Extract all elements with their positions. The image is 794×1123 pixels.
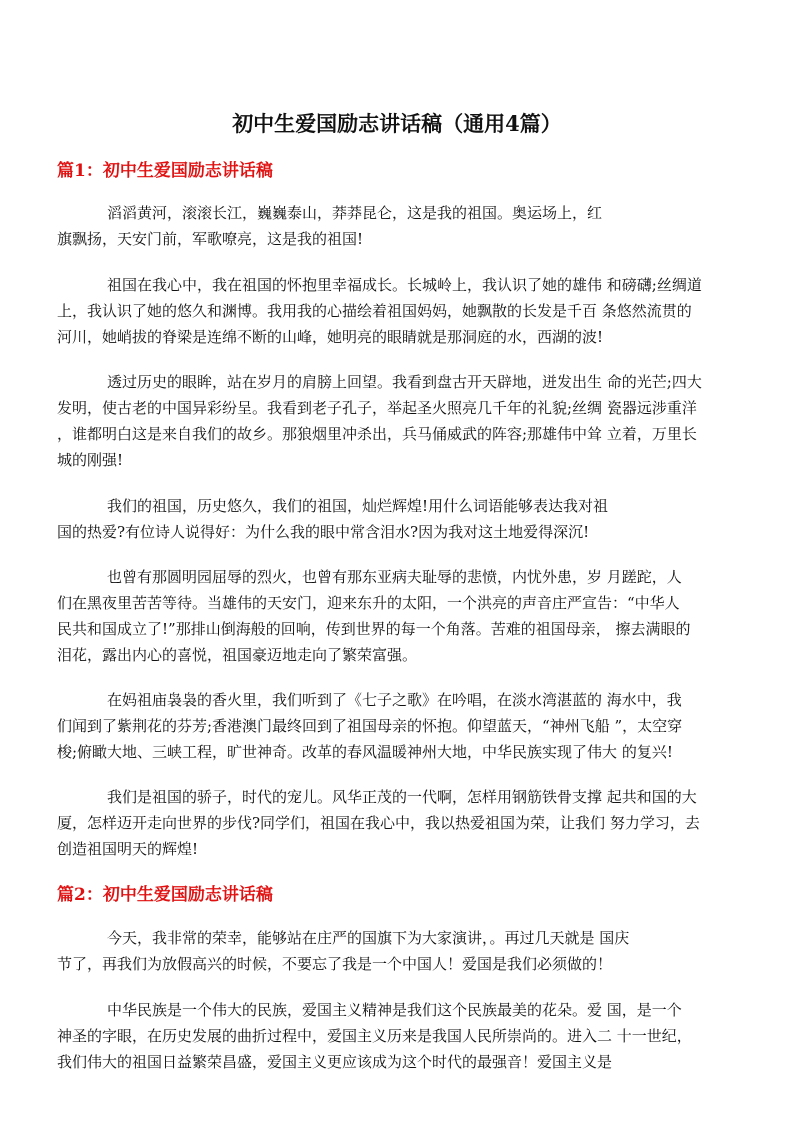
- paragraph-line: 河川，她峭拔的脊梁是连绵不断的山峰，她明亮的眼睛就是那洞庭的水，西湖的波!: [57, 328, 604, 346]
- paragraph-line: 上，我认识了她的悠久和渊博。我用我的心描绘着祖国妈妈，她飘散的长发是千百 条悠然流贯的: [57, 302, 692, 320]
- section-heading: 篇2：初中生爱国励志讲话稿: [57, 885, 273, 905]
- paragraph-line: 梭;俯瞰大地、三峡工程，旷世神奇。改革的春风温暖神州大地，中华民族实现了伟大 的复兴!: [57, 743, 673, 761]
- section-heading: 篇1：初中生爱国励志讲话稿: [57, 161, 273, 181]
- paragraph-line: 泪花，露出内心的喜悦，祖国豪迈地走向了繁荣富强。: [57, 646, 418, 664]
- paragraph: [57, 200, 747, 252]
- paragraph-line: 发明，使古老的中国异彩纷呈。我看到老子孔子，举起圣火照亮几千年的礼貌;丝绸 瓷器远涉重洋: [57, 399, 697, 417]
- paragraph-line: 旗飘扬，天安门前，军歌嘹亮，这是我的祖国!: [57, 230, 364, 248]
- paragraph-line: 中华民族是一个伟大的民族，爱国主义精神是我们这个民族最美的花朵。爱 国，是一个: [107, 1001, 682, 1019]
- paragraph: [57, 564, 747, 668]
- paragraph-line: 在妈祖庙袅袅的香火里，我们听到了《七子之歌》在吟唱，在淡水湾湛蓝的 海水中，我: [107, 691, 682, 709]
- paragraph-line: 节了，再我们为放假高兴的时候，不要忘了我是一个中国人！爱国是我们必须做的！: [57, 955, 613, 973]
- paragraph-line: 滔滔黄河，滚滚长江，巍巍泰山，莽莽昆仑，这是我的祖国。奥运场上，红: [107, 204, 603, 222]
- paragraph-line: 透过历史的眼眸，站在岁月的肩膀上回望。我看到盘古开天辟地，迸发出生 命的光芒;四大: [107, 373, 702, 391]
- paragraph-line: 也曾有那圆明园屈辱的烈火，也曾有那东亚病夫耻辱的悲愤，内忧外患，岁 月蹉跎，人: [107, 568, 682, 586]
- paragraph-line: 创造祖国明天的辉煌!: [57, 840, 199, 858]
- paragraph-line: 我们伟大的祖国日益繁荣昌盛，爱国主义更应该成为这个时代的最强音！爱国主义是: [57, 1053, 613, 1071]
- paragraph: [57, 687, 747, 765]
- paragraph: [57, 925, 747, 977]
- paragraph-line: 厦，怎样迈开走向世界的步伐?同学们，祖国在我心中，我以热爱祖国为荣，让我们 努力学习，去: [57, 814, 700, 832]
- paragraph: [57, 997, 747, 1075]
- paragraph-line: 我们的祖国，历史悠久，我们的祖国，灿烂辉煌!用什么词语能够表达我对祖: [107, 497, 609, 515]
- document-title: 初中生爱国励志讲话稿（通用4篇）: [232, 111, 562, 136]
- paragraph-line: 我们是祖国的骄子，时代的宠儿。风华正茂的一代啊，怎样用钢筋铁骨支撑 起共和国的大: [107, 788, 697, 806]
- paragraph: [57, 369, 747, 473]
- paragraph-line: 们在黑夜里苦苦等待。当雄伟的天安门，迎来东升的太阳，一个洪亮的声音庄严宣告：“中华人: [57, 594, 680, 612]
- paragraph-line: 今天，我非常的荣幸，能够站在庄严的国旗下为大家演讲，。再过几天就是 国庆: [107, 929, 630, 947]
- paragraph-line: 神圣的字眼，在历史发展的曲折过程中，爱国主义历来是我国人民所崇尚的。进入二 十一世纪，: [57, 1027, 692, 1045]
- paragraph-line: 祖国在我心中，我在祖国的怀抱里幸福成长。长城岭上，我认识了她的雄伟 和磅礴;丝绸道: [107, 276, 702, 294]
- paragraph: [57, 493, 747, 545]
- paragraph: [57, 784, 747, 862]
- paragraph-line: 国的热爱?有位诗人说得好：为什么我的眼中常含泪水?因为我对这土地爱得深沉!: [57, 523, 590, 541]
- paragraph-line: ，谁都明白这是来自我们的故乡。那狼烟里冲杀出，兵马俑威武的阵容;那雄伟中耸 立着，万里长: [57, 425, 697, 443]
- paragraph-line: 们闻到了紫荆花的芬芳;香港澳门最终回到了祖国母亲的怀抱。仰望蓝天，“神州飞船 ”，太空穿: [57, 717, 683, 735]
- paragraph: [57, 272, 747, 350]
- paragraph-line: 城的刚强!: [57, 451, 124, 469]
- paragraph-line: 民共和国成立了!”那排山倒海般的回响，传到世界的每一个角落。苦难的祖国母亲， 擦去满眼的: [57, 620, 691, 638]
